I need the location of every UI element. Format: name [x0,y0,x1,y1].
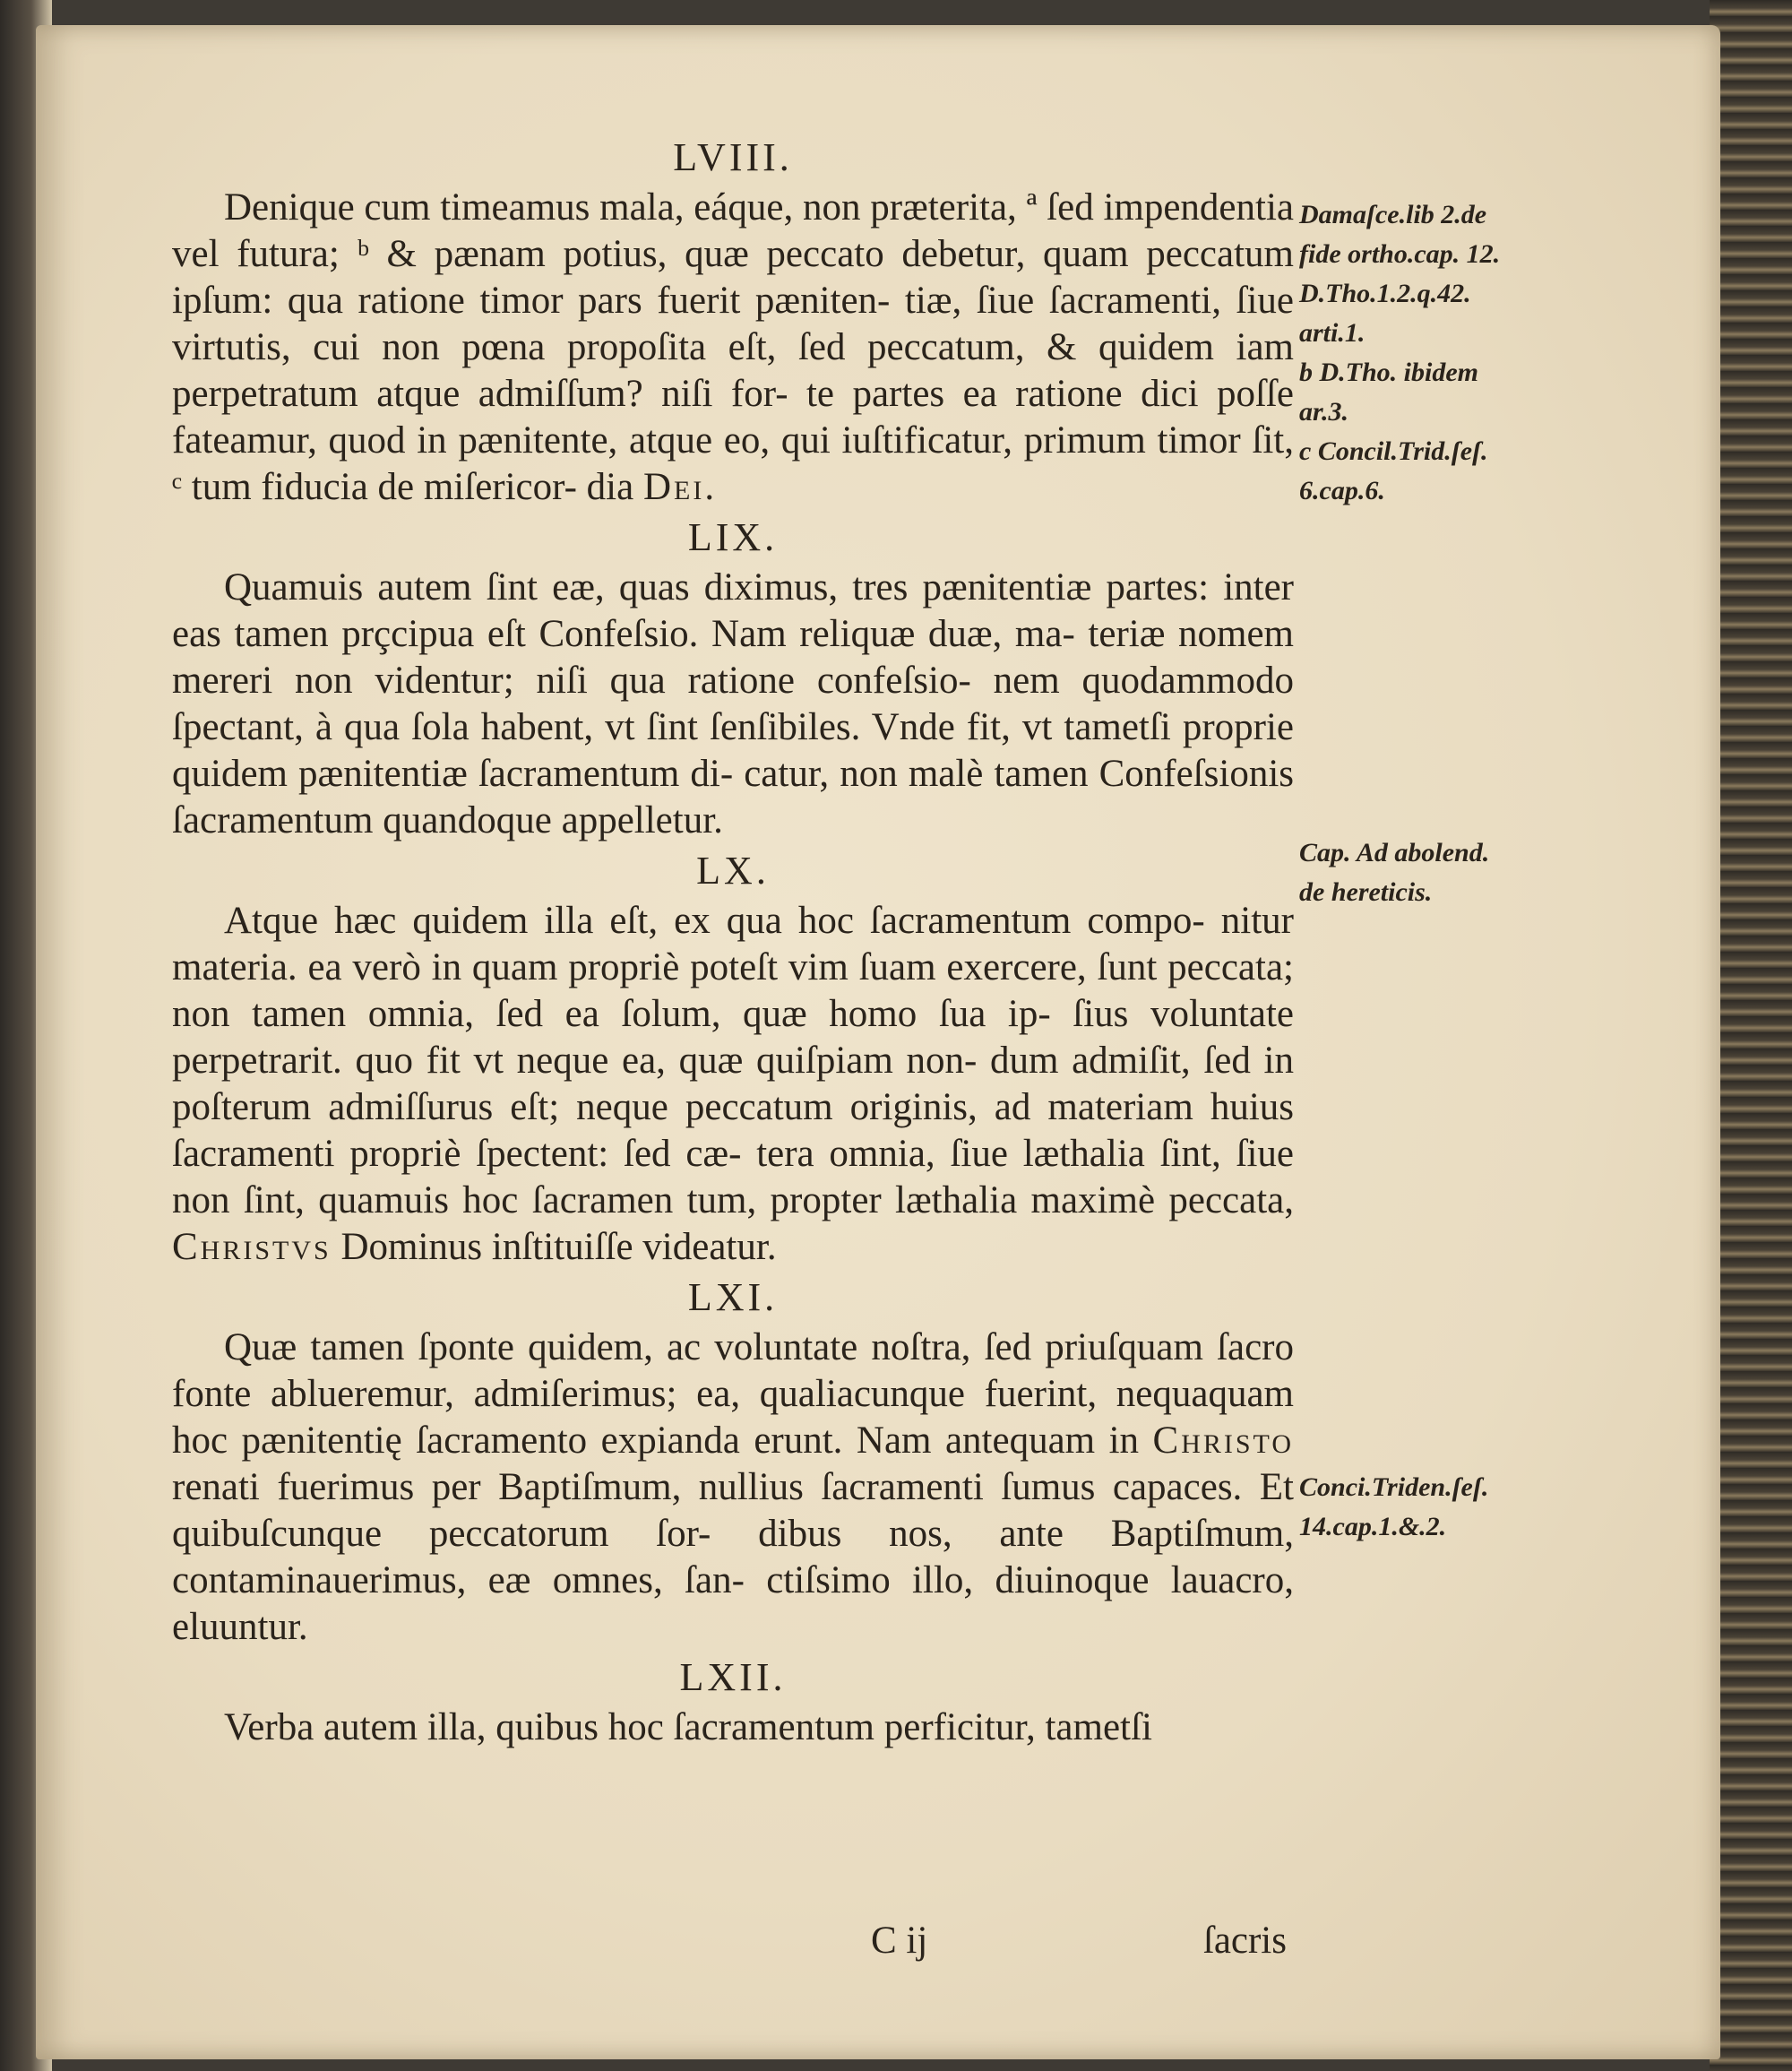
section-number: LIX. [687,515,779,559]
section-number: LX. [696,849,770,893]
book-fore-edge [1710,0,1792,2071]
marginal-notes-1 [1299,195,1541,511]
main-text-block [172,131,1294,1751]
paragraph [172,898,1294,1271]
emphasized-word: Christo [1152,1419,1294,1462]
section-number: LXII. [679,1655,787,1699]
paragraph: Quamuis autem ſint eæ, quas diximus, tres pænitentiæ partes: inter eas tamen prçcipua eſt Confeſsio. Nam reliquæ duæ, ma- teriæ nomem mereri non videntur; niſi qua ratione confeſsio- nem quodammodo ſpectant, à qua ſola habent, vt ſint ſenſibiles. Vnde fit, vt tametſi proprie quidem pænitentiæ ſacramentum di- catur, non malè tamen Confeſsionis ſacramentum quandoque appelletur. [172,566,1294,841]
paragraph-text: Quæ tamen ſponte quidem, ac voluntate noſtra, ſed priuſquam ſacro fonte ablueremur, admiſerimus; ea, qualiacunque fuerint, nequaquam hoc pænitentię ſacramento expianda erunt. Nam antequam in [172,1326,1294,1462]
paragraph [172,185,1294,511]
paragraph [172,1325,1294,1651]
paragraph: Verba autem illa, quibus hoc ſacramentum perficitur, tametſi [224,1706,1152,1748]
emphasized-word: Dei. [642,466,718,508]
signature-mark: C ij [871,1920,928,1962]
paragraph-text: Denique cum timeamus mala, eáque, non præterita, ª ſed impendentia vel futura; ᵇ & pænam potius, quæ peccato debetur, quam peccatum ipſum: qua ratione timor pars fuerit pæniten- tiæ, ſiue ſacramenti, ſiue virtutis, cui non pœna propoſita eſt, ſed peccatum, & quidem iam perpetratum atque admiſſum? niſi for- te partes ea ratione dici poſſe fateamur, quod in pænitente, atque eo, qui iuſtificatur, primum timor ſit, ᶜ tum fiducia de miſericor- dia [172,186,1294,508]
marginal-notes-3 [1299,1468,1541,1547]
marginal-note: arti.1. [1299,318,1366,348]
marginal-notes-2 [1299,833,1541,912]
catchword: ſacris [1202,1920,1287,1962]
marginal-note: 14.cap.1.&.2. [1299,1512,1447,1541]
marginal-note: 6.cap.6. [1299,476,1385,505]
section-number: LVIII. [673,135,793,179]
paragraph-text: renati fuerimus per Baptiſmum, nullius ſacramenti ſumus capaces. Et quibuſcunque peccatorum ſor- dibus nos, ante Baptiſmum, contaminauerimus, eæ omnes, ſan- ctiſsimo illo, diuinoque lauacro, eluuntur. [172,1466,1294,1648]
marginal-note: de hereticis. [1299,877,1433,907]
emphasized-word: Christvs [172,1226,332,1268]
paragraph-text: Atque hæc quidem illa eſt, ex qua hoc ſacramentum compo- nitur materia. ea verò in quam propriè poteſt vim ſuam exercere, ſunt peccata; non tamen omnia, ſed ea ſolum, quæ homo ſua ip- ſius voluntate perpetrarit. quo fit vt neque ea, quæ quiſpiam non- dum admiſit, ſed in poſterum admiſſurus eſt; neque peccatum originis, ad materiam huius ſacramenti propriè ſpectent: ſed cæ- tera omnia, ſiue læthalia ſint, ſiue non ſint, quamuis hoc ſacramen tum, propter læthalia maximè peccata, [172,900,1294,1221]
marginal-note: c Concil.Trid.ſeſ. [1299,436,1488,466]
marginal-note: Damaſce.lib 2.de [1299,200,1487,229]
marginal-note: ar.3. [1299,397,1349,427]
marginal-note: fide ortho.cap. 12. [1299,239,1501,269]
section-number: LXI. [687,1275,779,1319]
paragraph-text: Dominus inſtituiſſe videatur. [331,1226,777,1268]
marginal-note: b D.Tho. ibidem [1299,358,1478,387]
page-footer [172,1919,1294,1972]
marginal-note: Conci.Triden.ſeſ. [1299,1472,1489,1502]
marginal-note: Cap. Ad abolend. [1299,838,1490,867]
book-page [36,25,1720,2059]
marginal-note: D.Tho.1.2.q.42. [1299,279,1471,308]
